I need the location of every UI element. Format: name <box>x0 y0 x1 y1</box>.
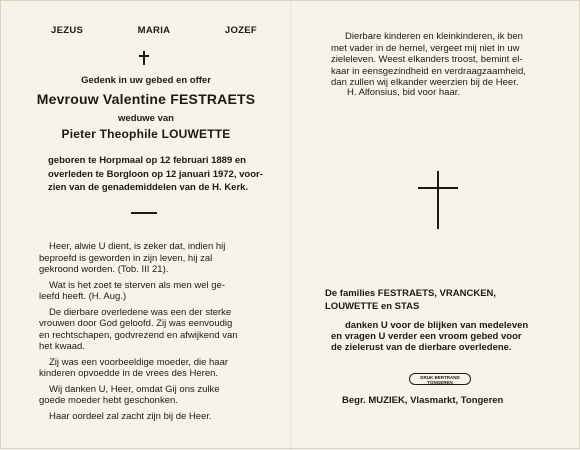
prayer-line: Wij danken U, Heer, omdat Gij ons zulke <box>49 383 220 395</box>
large-cross-icon <box>418 171 458 229</box>
prayer-text <box>39 241 275 426</box>
prayer-paragraph <box>39 357 275 380</box>
birth-line: zien van de genademiddelen van de H. Kerk. <box>48 182 249 193</box>
left-page <box>1 1 291 450</box>
alfonsius-line: H. Alfonsius, bid voor haar. <box>347 87 461 98</box>
stamp-line: DRUK BERTRAND <box>420 374 460 380</box>
thanks-line: danken U voor de blijken van medeleven <box>345 320 529 331</box>
prayer-line: goede moeder hebt geschonken. <box>39 395 178 406</box>
holy-name-jozef: JOZEF <box>224 25 257 36</box>
printer-line: Begr. MUZIEK, Vlasmarkt, Tongeren <box>342 395 504 406</box>
small-cross-icon <box>139 51 149 65</box>
prayer-line: gekroond worden. (Tob. III 21). <box>39 264 169 275</box>
farewell-text <box>331 31 563 89</box>
prayer-line: leefd heeft. (H. Aug.) <box>39 291 127 302</box>
prayer-paragraph <box>39 280 275 303</box>
farewell-line: zieleleven. Weest elkanders troost, bemint el- <box>331 54 523 65</box>
prayer-line: kinderen opvoedde in de vrees des Heren. <box>39 368 219 379</box>
birth-death-text <box>48 154 274 195</box>
weduwe-line: weduwe van <box>118 113 174 124</box>
prayer-line: Haar oordeel zal zacht zijn bij de Heer. <box>49 410 212 422</box>
prayer-paragraph <box>39 384 275 407</box>
farewell-line: kaar in eensgezindheid en verdraagzaamheid, <box>331 65 526 77</box>
farewell-line: met vader in de hemel, vergeet mij niet in uw <box>331 42 520 54</box>
divider <box>131 212 157 214</box>
families-line: De families FESTRAETS, VRANCKEN, <box>325 288 497 299</box>
prayer-line: en rechtschapen, godvrezend en afwijkend van <box>39 329 238 341</box>
holy-name-maria: MARIA <box>137 25 171 36</box>
thanks-text <box>331 320 571 353</box>
right-page <box>291 1 580 450</box>
prayer-paragraph <box>39 241 275 276</box>
prayer-paragraph <box>39 307 275 353</box>
birth-line: overleden te Borgloon op 12 januari 1972, voor- <box>48 168 263 180</box>
prayer-line: Heer, alwie U dient, is zeker dat, indien hij <box>49 241 226 252</box>
farewell-line: dan zullen wij elkander weerzien bij de Heer. <box>331 77 519 88</box>
deceased-name: Mevrouw Valentine FESTRAETS <box>36 91 256 107</box>
stamp-line: TONGEREN <box>427 380 453 385</box>
holy-name-jezus: JEZUS <box>51 25 84 36</box>
prayer-line: Zij was een voorbeeldige moeder, die haar <box>49 356 229 368</box>
gedenk-line: Gedenk in uw gebed en offer <box>81 75 211 86</box>
families-text <box>325 288 575 313</box>
thanks-line: de zielerust van de dierbare overledene. <box>331 342 512 353</box>
prayer-line: het kwaad. <box>39 341 85 352</box>
farewell-line: Dierbare kinderen en kleinkinderen, ik ben <box>345 31 523 42</box>
families-line: LOUWETTE en STAS <box>325 300 420 312</box>
prayer-paragraph <box>39 411 275 423</box>
holy-names <box>23 25 273 36</box>
prayer-line: De dierbare overledene was een der sterke <box>49 306 232 318</box>
prayer-line: Wat is het zoet te sterven als men wel ge- <box>49 279 226 291</box>
thanks-line: en vragen U verder een vroom gebed voor <box>331 331 522 342</box>
birth-line: geboren te Horpmaal op 12 februari 1889 en <box>48 155 246 166</box>
prayer-line: vrouwen door God geloofd. Zij was eenvoudig <box>39 318 233 329</box>
prayer-line: beproefd is geworden in zijn leven, hij zal <box>39 252 213 264</box>
spouse-name: Pieter Theophile LOUWETTE <box>61 127 231 141</box>
printer-stamp <box>409 373 471 385</box>
